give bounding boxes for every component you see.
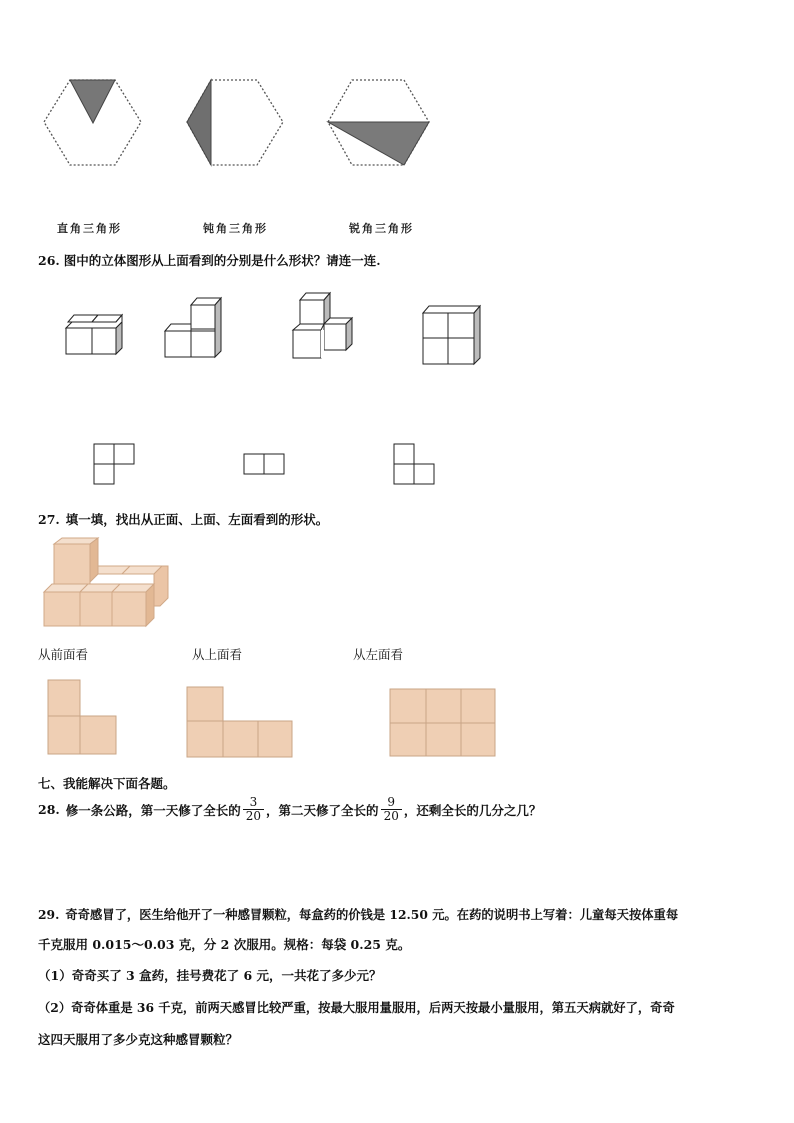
caption-obtuse-triangle: 钝角三角形 <box>203 222 268 235</box>
question-text-part1: 修一条公路，第一天修了全长的 <box>65 802 241 818</box>
hexagon-obtuse-triangle-figure <box>183 77 293 172</box>
question-29-sub1: （1）奇奇买了 3 盒药，挂号费花了 6 元，一共花了多少元？ <box>38 968 382 983</box>
question-number: 28. <box>38 802 60 818</box>
section-title: 七、我能解决下面各题。 <box>38 776 176 791</box>
top-view-option-2 <box>242 452 287 477</box>
label-left-view: 从左面看 <box>353 647 404 662</box>
left-view-shape <box>388 687 498 759</box>
top-view-shape <box>185 685 295 765</box>
top-view-option-3 <box>392 442 437 487</box>
top-view-option-1 <box>92 442 137 487</box>
question-29-sub2-line1: （2）奇奇体重是 36 千克，前两天感冒比较严重，按最大服用量服用，后两天按最小量服用，第五天病就好了，奇奇 <box>38 1000 675 1015</box>
question-29-line2: 千克服用 0.015～0.03 克，分 2 次服用。规格：每袋 0.25 克。 <box>38 937 411 952</box>
question-29-line1 <box>38 905 678 923</box>
label-top-view: 从上面看 <box>192 647 243 662</box>
question-text: 图中的立体图形从上面看到的分别是什么形状？请连一连. <box>63 253 381 268</box>
fraction-numerator: 9 <box>387 795 396 809</box>
label-front-view: 从前面看 <box>38 647 89 662</box>
fraction-denominator: 20 <box>243 809 264 823</box>
fraction-numerator: 3 <box>249 795 258 809</box>
fraction-3-20 <box>243 796 264 823</box>
wooden-cube-figure <box>42 536 177 631</box>
hexagon-acute-triangle-figure <box>325 77 440 172</box>
solid-figure-3 <box>290 290 365 360</box>
hexagon-right-triangle-figure <box>40 77 150 172</box>
fraction-9-20 <box>381 796 402 823</box>
question-27 <box>38 510 328 528</box>
question-number: 29. <box>38 907 60 922</box>
fraction-denominator: 20 <box>381 809 402 823</box>
question-text-part2: ，第二天修了全长的 <box>266 802 379 818</box>
front-view-shape <box>46 678 121 763</box>
caption-right-triangle: 直角三角形 <box>57 222 122 235</box>
question-number: 27. <box>38 512 60 527</box>
question-29-sub2-line2: 这四天服用了多少克这种感冒颗粒？ <box>38 1032 239 1047</box>
solid-figure-4 <box>420 303 485 368</box>
question-26 <box>38 251 381 269</box>
question-text: 填一填，找出从正面、上面、左面看到的形状。 <box>65 512 329 527</box>
question-text: 奇奇感冒了，医生给他开了一种感冒颗粒，每盒药的价钱是 12.50 元。在药的说明书上写着：儿童每天按体重每 <box>65 907 679 922</box>
caption-acute-triangle: 锐角三角形 <box>349 222 414 235</box>
question-28 <box>38 796 541 823</box>
question-text-part3: ，还剩全长的几分之几？ <box>403 802 542 818</box>
solid-figure-1 <box>64 312 134 357</box>
solid-figure-2 <box>163 295 233 360</box>
question-number: 26. <box>38 253 60 268</box>
